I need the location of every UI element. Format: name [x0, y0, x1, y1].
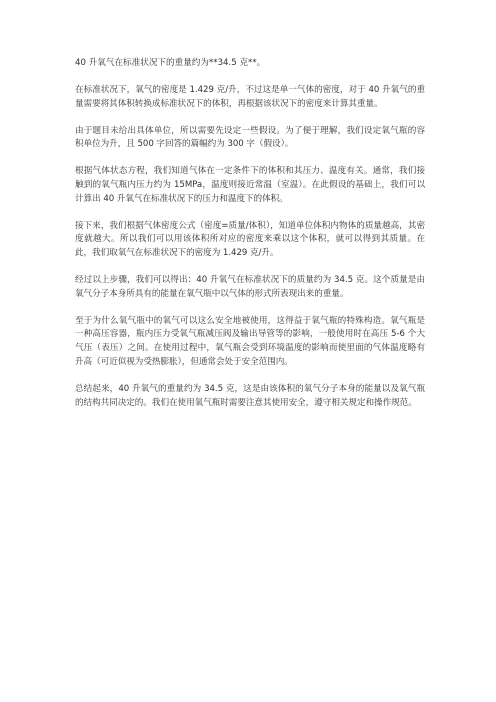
paragraph-4: 接下来，我们根据气体密度公式（密度=质量/体积），知道单位体积内物体的质量越高，其密度就越大。所以我们可以用该体积所对应的密度来乘以这个体积，就可以得到其质量。在此，我们取氧气在标准状况下的密度为 1.429 克/升。 — [75, 220, 425, 259]
paragraph-6: 至于为什么氧气瓶中的氧气可以这么安全地被使用，这得益于氧气瓶的特殊构造。氧气瓶是一种高压容器，瓶内压力受氧气瓶减压阀及输出导管等的影响，一般使用时在高压 5-6 个大气压（表压）之间。在使用过程中，氧气瓶会受到环境温度的影响而使里面的气体温度略有升高（可近似视为受热膨胀），但通常会处于安全范围内。 — [75, 315, 425, 367]
paragraph-7: 总结起来，40 升氧气的重量约为 34.5 克，这是由该体积的氧气分子本身的能量以及氧气瓶的结构共同决定的。我们在使用氧气瓶时需要注意其使用安全，遵守相关规定和操作规范。 — [75, 383, 425, 408]
paragraph-5: 经过以上步骤，我们可以得出：40 升氧气在标准状况下的质量约为 34.5 克。这个质量是由氧气分子本身所具有的能量在氧气瓶中以气体的形式所表现出来的重量。 — [75, 274, 425, 299]
paragraph-2: 由于题目未给出具体单位，所以需要先设定一些假设。为了便于理解，我们设定氧气瓶的容积单位为升，且 500 字回答的篇幅约为 300 字（假设）。 — [75, 125, 425, 150]
paragraph-1: 在标准状况下，氧气的密度是 1.429 克/升，不过这是单一气体的密度，对于 40 升氧气的重量需要将其体积转换成标准状况下的体积，再根据该状况下的密度来计算其重量。 — [75, 85, 425, 109]
paragraph-3: 根据气体状态方程，我们知道气体在一定条件下的体积和其压力、温度有关。通常，我们接触到的氧气瓶内压力约为 15MPa，温度则接近常温（室温）。在此假设的基础上，我们可以计算出 40 升氧气在标准状况下的压力和温度下的体积。 — [75, 166, 425, 204]
document-title: 40 升氧气在标准状况下的重量约为**34.5 克**。 — [75, 58, 266, 68]
document-body — [75, 56, 425, 423]
